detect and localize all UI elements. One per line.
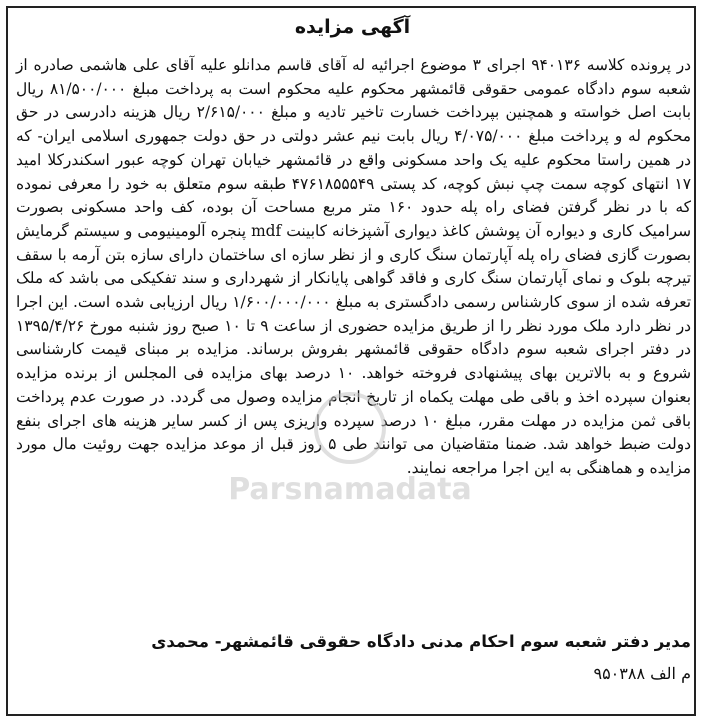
notice-reference-number: م الف ۹۵۰۳۸۸ xyxy=(593,664,691,683)
watermark-text: Parsnamadata xyxy=(228,472,472,507)
notice-signature: مدیر دفتر شعبه سوم احکام مدنی دادگاه حقوقی قائمشهر- محمدی xyxy=(151,632,691,651)
notice-title: آگهی مزایده xyxy=(294,16,411,38)
notice-body: در پرونده کلاسه ۹۴۰۱۳۶ اجرای ۳ موضوع اجرائیه له آقای قاسم مدانلو علیه آقای علی هاشمی صادره از شعبه سوم دادگاه عمومی حقوقی قائمشهر محکوم علیه محکوم است به پرداخت مبلغ ۸۱/۵۰۰/۰۰۰ ریال بابت اصل خواسته و همچنین بپرداخت خسارت تاخیر تادیه و مبلغ ۲/۶۱۵/۰۰۰ ریال هزینه دادرسی در حق محکوم له و پرداخت مبلغ ۴/۰۷۵/۰۰۰ ریال بابت نیم عشر دولتی در حق دولت جمهوری اسلامی ایران- که در همین راستا محکوم علیه یک واحد مسکونی واقع در قائمشهر خیابان تهران کوچه عبور اسکندرکلا امید ۱۷ انتهای کوچه سمت چپ نبش کوچه، کد پستی ۴۷۶۱۸۵۵۵۴۹ طبقه سوم متعلق به خود را معرفی نموده که با در نظر گرفتن فضای راه پله حدود ۱۶۰ متر مربع مساحت آن بوده، کف واحد مسکونی بصورت سرامیک کاری و دیواره آن پوشش کاغذ دیواری آشپزخانه کابینت mdf پنجره آلومینیومی و سیستم گرمایش بصورت گازی فضای راه پله آپارتمان سنگ کاری و از نظر سازه ای ساختمان دارای سازه بتن آرمه با سقف تیرچه بلوک و نمای آپارتمان سنگ کاری و فاقد گواهی پایانکار از شهرداری و سند تفکیکی می باشد که ملک تعرفه شده از سوی کارشناس رسمی دادگستری به مبلغ ۱/۶۰۰/۰۰۰/۰۰۰ ریال ارزیابی شده است. این اجرا در نظر دارد ملک مورد نظر را از طریق مزایده حضوری از ساعت ۹ تا ۱۰ صبح روز شنبه مورخ ۱۳۹۵/۴/۲۶ در دفتر اجرای شعبه سوم دادگاه حقوقی قائمشهر بفروش برساند. مزایده بر مبنای قیمت کارشناسی شروع و به بالاترین بهای پیشنهادی فروخته خواهد. ۱۰ درصد بهای مزایده فی المجلس از برنده مزایده بعنوان سپرده اخذ و باقی طی مهلت یکماه از تاریخ انجام مزایده وصول می گردد. در صورت عدم پرداخت باقی ثمن مزایده در مهلت مقرر، مبلغ ۱۰ درصد سپرده واریزی پس از کسر سایر هزینه های اجرای بنفع دولت ضبط خواهد شد. ضمنا متقاضیان می توانند طی ۵ روز قبل از موعد مزایده جهت روئیت مال مورد مزایده و هماهنگی به این اجرا مراجعه نمایند. xyxy=(16,56,692,477)
